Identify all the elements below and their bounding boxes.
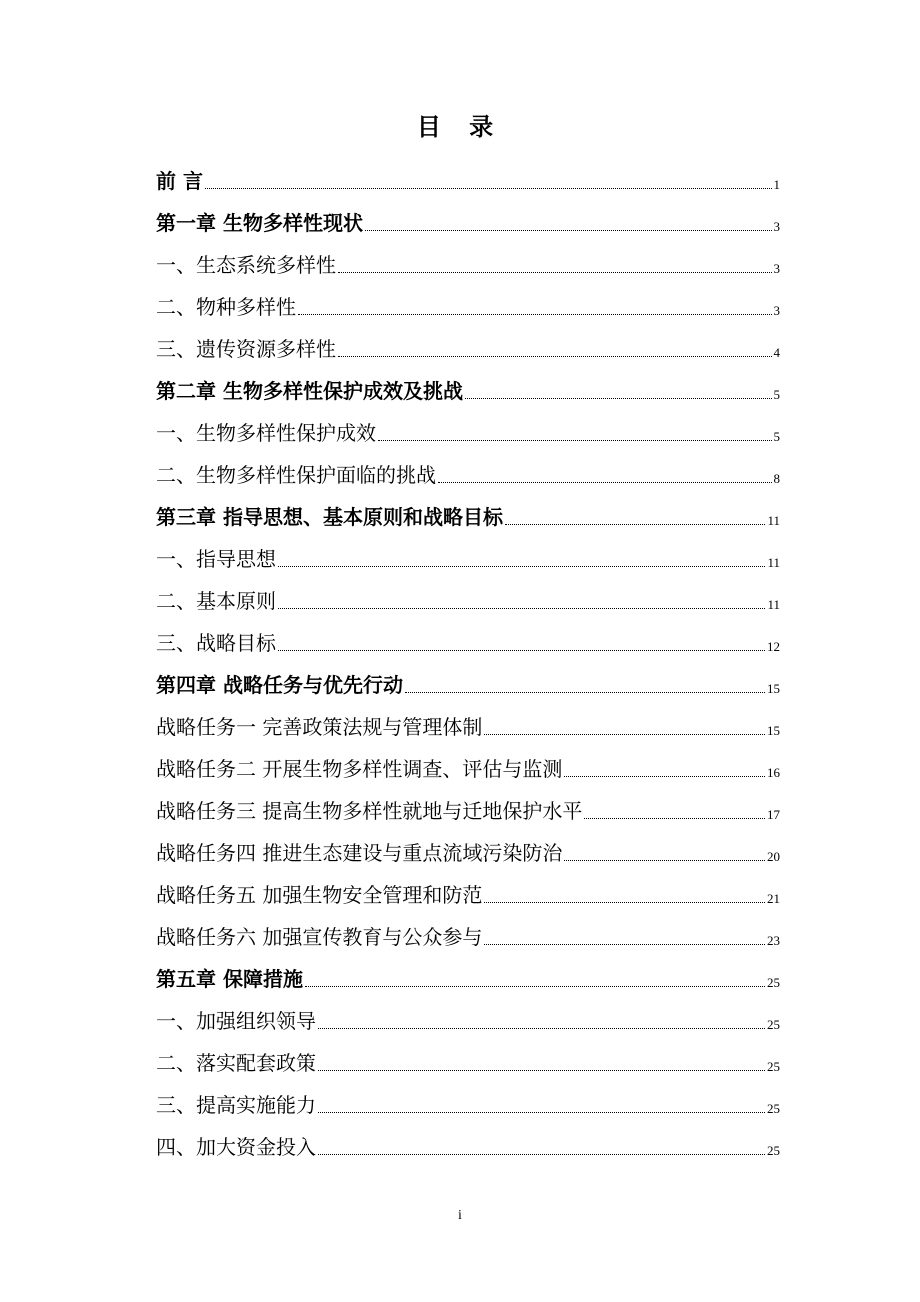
toc-section-entry[interactable] [156,536,780,578]
toc-chapter-entry[interactable] [156,158,780,200]
table-of-contents [156,158,780,1166]
toc-dot-leader [505,524,766,525]
toc-entry-page-number: 8 [773,471,780,486]
toc-entry-page-number: 23 [767,933,780,948]
toc-entry-page-number: 3 [773,219,780,234]
toc-dot-leader [405,692,765,693]
toc-entry-label: 第四章 战略任务与优先行动 [156,673,403,697]
toc-section-entry[interactable] [156,620,780,662]
toc-dot-leader [365,230,772,231]
toc-section-entry[interactable] [156,326,780,368]
toc-dot-leader [484,944,765,945]
toc-entry-label: 三、提高实施能力 [156,1093,316,1117]
toc-dot-leader [378,440,772,441]
toc-dot-leader [438,482,772,483]
toc-section-entry[interactable] [156,578,780,620]
toc-dot-leader [318,1154,765,1155]
toc-dot-leader [305,986,765,987]
toc-section-entry[interactable] [156,998,780,1040]
toc-section-entry[interactable] [156,788,780,830]
toc-dot-leader [318,1028,765,1029]
toc-entry-label: 战略任务一 完善政策法规与管理体制 [156,715,483,739]
toc-section-entry[interactable] [156,452,780,494]
toc-dot-leader [584,818,765,819]
toc-dot-leader [338,272,772,273]
toc-entry-page-number: 11 [767,555,780,570]
toc-entry-label: 四、加大资金投入 [156,1135,316,1159]
toc-entry-page-number: 21 [767,891,780,906]
toc-dot-leader [465,398,772,399]
toc-entry-label: 前 言 [156,169,203,193]
toc-entry-label: 第一章 生物多样性现状 [156,211,363,235]
toc-dot-leader [564,860,765,861]
toc-section-entry[interactable] [156,284,780,326]
toc-entry-page-number: 12 [767,639,780,654]
toc-entry-label: 第五章 保障措施 [156,967,303,991]
toc-entry-label: 一、加强组织领导 [156,1009,316,1033]
toc-section-entry[interactable] [156,872,780,914]
page-title: 目 录 [416,112,504,141]
toc-section-entry[interactable] [156,914,780,956]
toc-entry-label: 第三章 指导思想、基本原则和战略目标 [156,505,503,529]
toc-chapter-entry[interactable] [156,956,780,998]
toc-entry-page-number: 3 [773,303,780,318]
toc-dot-leader [205,188,772,189]
toc-entry-label: 二、物种多样性 [156,295,296,319]
toc-dot-leader [564,776,765,777]
toc-entry-page-number: 15 [767,681,780,696]
toc-section-entry[interactable] [156,746,780,788]
toc-section-entry[interactable] [156,704,780,746]
toc-entry-page-number: 5 [773,429,780,444]
toc-entry-label: 一、生物多样性保护成效 [156,421,376,445]
toc-entry-page-number: 25 [767,1059,780,1074]
toc-dot-leader [318,1112,765,1113]
toc-entry-label: 一、指导思想 [156,547,276,571]
toc-section-entry[interactable] [156,1040,780,1082]
toc-entry-page-number: 25 [767,1101,780,1116]
toc-chapter-entry[interactable] [156,494,780,536]
toc-entry-page-number: 25 [767,975,780,990]
toc-entry-page-number: 25 [767,1017,780,1032]
toc-entry-label: 一、生态系统多样性 [156,253,336,277]
toc-dot-leader [338,356,772,357]
toc-section-entry[interactable] [156,242,780,284]
toc-entry-page-number: 4 [773,345,780,360]
toc-section-entry[interactable] [156,410,780,452]
toc-entry-label: 二、基本原则 [156,589,276,613]
toc-entry-label: 二、生物多样性保护面临的挑战 [156,463,436,487]
toc-chapter-entry[interactable] [156,200,780,242]
toc-section-entry[interactable] [156,1124,780,1166]
toc-dot-leader [278,650,765,651]
toc-chapter-entry[interactable] [156,368,780,410]
toc-entry-page-number: 11 [767,513,780,528]
toc-entry-label: 三、遗传资源多样性 [156,337,336,361]
toc-dot-leader [484,734,765,735]
toc-dot-leader [298,314,772,315]
toc-section-entry[interactable] [156,1082,780,1124]
toc-dot-leader [318,1070,765,1071]
toc-entry-label: 战略任务三 提高生物多样性就地与迁地保护水平 [156,799,583,823]
toc-entry-label: 三、战略目标 [156,631,276,655]
toc-entry-label: 战略任务四 推进生态建设与重点流域污染防治 [156,841,563,865]
toc-entry-page-number: 15 [767,723,780,738]
toc-entry-page-number: 16 [767,765,780,780]
toc-entry-label: 二、落实配套政策 [156,1051,316,1075]
toc-entry-label: 战略任务二 开展生物多样性调查、评估与监测 [156,757,563,781]
page-number: i [458,1208,462,1223]
toc-dot-leader [484,902,765,903]
toc-entry-page-number: 17 [767,807,780,822]
toc-entry-label: 战略任务六 加强宣传教育与公众参与 [156,925,483,949]
toc-entry-page-number: 11 [767,597,780,612]
toc-entry-page-number: 3 [773,261,780,276]
toc-entry-label: 战略任务五 加强生物安全管理和防范 [156,883,483,907]
toc-dot-leader [278,608,765,609]
toc-entry-page-number: 20 [767,849,780,864]
toc-entry-page-number: 5 [773,387,780,402]
toc-chapter-entry[interactable] [156,662,780,704]
toc-entry-page-number: 25 [767,1143,780,1158]
toc-entry-page-number: 1 [773,177,780,192]
toc-entry-label: 第二章 生物多样性保护成效及挑战 [156,379,463,403]
toc-dot-leader [278,566,765,567]
toc-section-entry[interactable] [156,830,780,872]
